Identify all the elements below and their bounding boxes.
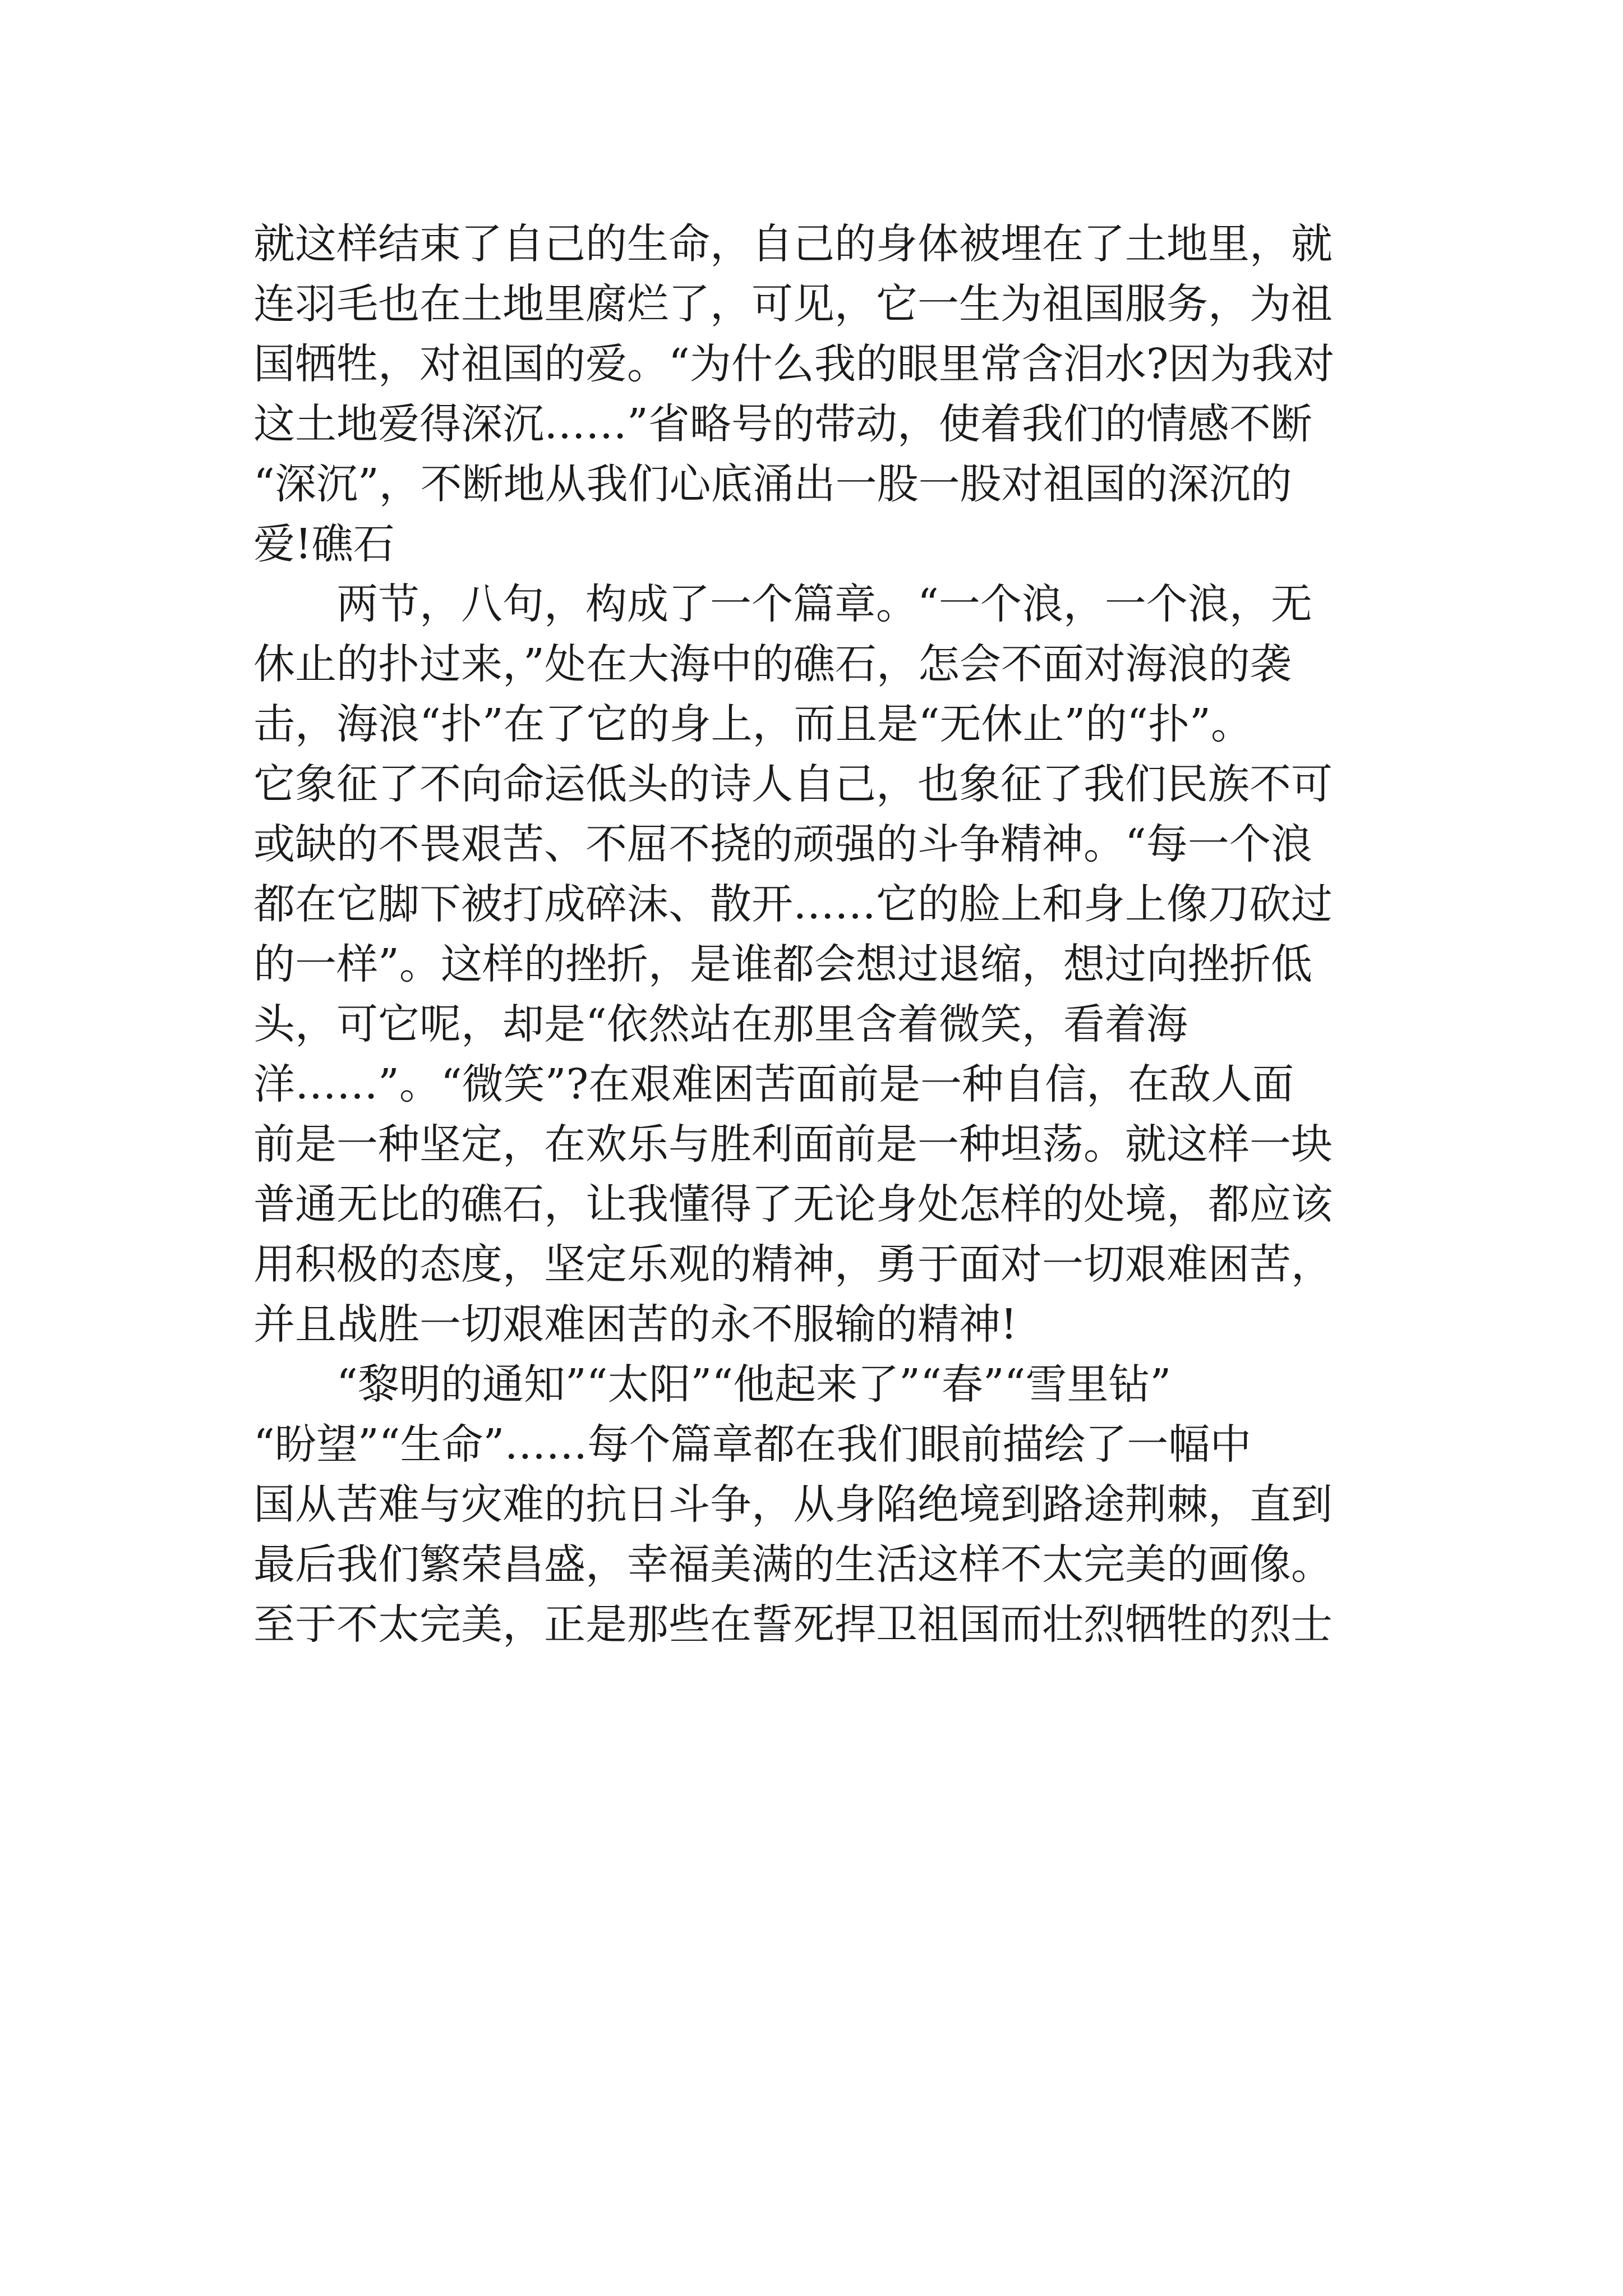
text-line: 至于不太完美，正是那些在誓死捍卫祖国而壮烈牺牲的烈士 — [253, 1600, 1332, 1649]
text-line: 国牺牲，对祖国的爱。“为什么我的眼里常含泪水?因为我对 — [253, 340, 1335, 388]
text-line: 连羽毛也在土地里腐烂了，可见，它一生为祖国服务，为祖 — [253, 280, 1332, 328]
text-line: 两节，八句，构成了一个篇章。“一个浪，一个浪，无 — [253, 580, 1312, 628]
text-line: 它象征了不向命运低头的诗人自己，也象征了我们民族不可 — [253, 760, 1332, 808]
text-line: 最后我们繁荣昌盛，幸福美满的生活这样不太完美的画像。 — [253, 1540, 1332, 1589]
text-line: 击，海浪“扑”在了它的身上，而且是“无休止”的“扑”。 — [253, 700, 1252, 748]
text-line: 休止的扑过来，”处在大海中的礁石，怎会不面对海浪的袭 — [253, 640, 1292, 688]
text-line: 爱!礁石 — [253, 520, 395, 568]
text-line: 国从苦难与灾难的抗日斗争，从身陷绝境到路途荆棘，直到 — [253, 1480, 1332, 1529]
text-line: 都在它脚下被打成碎沫、散开……它的脸上和身上像刀砍过 — [253, 880, 1332, 928]
text-line: 这土地爱得深沉……”省略号的带动，使着我们的情感不断 — [253, 400, 1312, 448]
text-line: 就这样结束了自己的生命，自己的身体被埋在了土地里，就 — [253, 220, 1332, 268]
text-line: “深沉”，不断地从我们心底涌出一股一股对祖国的深沉的 — [253, 460, 1292, 508]
text-line: 洋……”。“微笑”?在艰难困苦面前是一种自信，在敌人面 — [253, 1060, 1294, 1108]
text-line: 或缺的不畏艰苦、不屈不挠的顽强的斗争精神。“每一个浪 — [253, 820, 1312, 868]
text-line: “盼望”“生命”……每个篇章都在我们眼前描绘了一幅中 — [253, 1420, 1252, 1469]
body-text — [253, 214, 1398, 1655]
text-line: 普通无比的礁石，让我懂得了无论身处怎样的处境，都应该 — [253, 1180, 1332, 1228]
text-line: 前是一种坚定，在欢乐与胜利面前是一种坦荡。就这样一块 — [253, 1120, 1332, 1168]
text-line: “黎明的通知”“太阳”“他起来了”“春”“雪里钻” — [253, 1360, 1172, 1409]
text-line: 的一样”。这样的挫折，是谁都会想过退缩，想过向挫折低 — [253, 940, 1312, 988]
text-line: 头，可它呢，却是“依然站在那里含着微笑，看着海 — [253, 1000, 1188, 1048]
text-line: 并且战胜一切艰难困苦的永不服输的精神! — [253, 1300, 1017, 1349]
text-line: 用积极的态度，坚定乐观的精神，勇于面对一切艰难困苦， — [253, 1240, 1332, 1289]
